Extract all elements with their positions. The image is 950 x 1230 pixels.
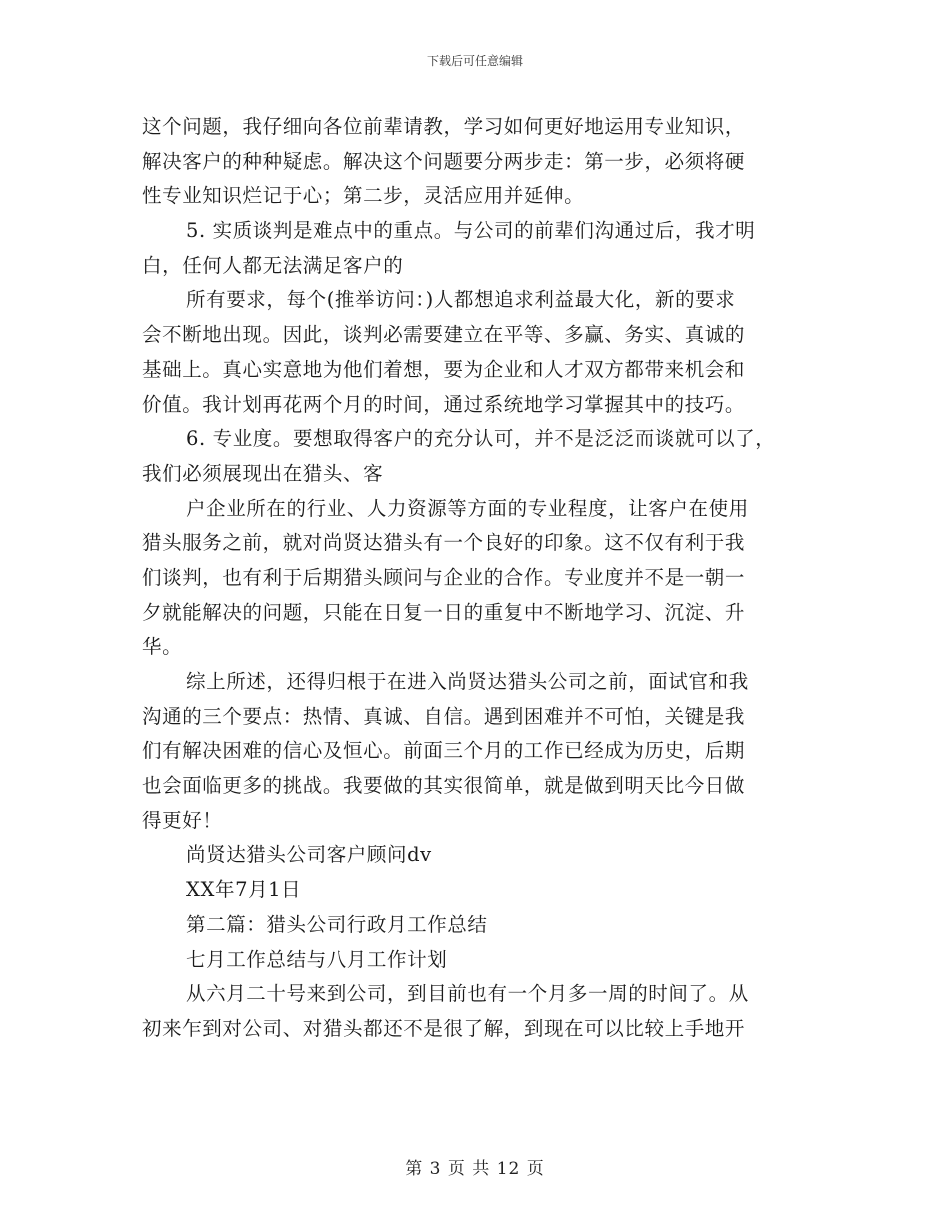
text-line: 沟通的三个要点：热情、真诚、自信。遇到困难并不可怕，关键是我 <box>142 704 746 728</box>
text-line: 从六月二十号来到公司，到目前也有一个月多一周的时间了。从 <box>186 982 749 1006</box>
page-header-note: 下载后可任意编辑 <box>426 54 523 68</box>
text-line: 猎头服务之前，就对尚贤达猎头有一个良好的印象。这不仅有利于我 <box>142 531 746 555</box>
text-line: 们有解决困难的信心及恒心。前面三个月的工作已经成为历史，后期 <box>142 739 746 763</box>
text-line: 也会面临更多的挑战。我要做的其实很简单，就是做到明天比今日做 <box>142 774 746 798</box>
text-line: 所有要求，每个(推举访问：)人都想追求利益最大化，新的要求 <box>186 288 736 312</box>
text-line: 综上所述，还得归根于在进入尚贤达猎头公司之前，面试官和我 <box>186 670 749 693</box>
date-line: XX年7月1日 <box>186 878 302 902</box>
page-number: 第 3 页 共 12 页 <box>405 1159 545 1179</box>
text-line: 初来乍到对公司、对猎头都还不是很了解，到现在可以比较上手地开 <box>142 1016 746 1040</box>
text-line: 我们必须展现出在猎头、客 <box>142 461 384 485</box>
text-line: 价值。我计划再花两个月的时间，通过系统地学习掌握其中的技巧。 <box>142 392 746 416</box>
text-line: 这个问题，我仔细向各位前辈请教，学习如何更好地运用专业知识， <box>142 115 746 138</box>
document-body <box>142 110 822 1047</box>
text-line: 6. 专业度。要想取得客户的充分认可，并不是泛泛而谈就可以了， <box>186 427 776 451</box>
text-line: 性专业知识烂记于心；第二步，灵活应用并延伸。 <box>142 184 585 208</box>
section-title: 第二篇：猎头公司行政月工作总结 <box>186 912 488 936</box>
text-line: 会不断地出现。因此，谈判必需要建立在平等、多赢、务实、真诚的 <box>142 323 746 347</box>
text-line: 们谈判，也有利于后期猎头顾问与企业的合作。专业度并不是一朝一 <box>142 565 746 589</box>
text-line: 得更好！ <box>142 808 223 832</box>
text-line: 户企业所在的行业、人力资源等方面的专业程度，让客户在使用 <box>186 496 749 520</box>
text-line: 夕就能解决的问题，只能在日复一日的重复中不断地学习、沉淀、升 <box>142 600 746 624</box>
text-line: 华。 <box>142 635 183 659</box>
text-line: 白，任何人都无法满足客户的 <box>142 253 404 277</box>
text-line: 5. 实质谈判是难点中的重点。与公司的前辈们沟通过后，我才明 <box>186 219 756 243</box>
section-subtitle: 七月工作总结与八月工作计划 <box>186 947 448 971</box>
signature-line: 尚贤达猎头公司客户顾问dv <box>186 843 432 867</box>
text-line: 基础上。真心实意地为他们着想，要为企业和人才双方都带来机会和 <box>142 357 746 381</box>
text-line: 解决客户的种种疑虑。解决这个问题要分两步走：第一步，必须将硬 <box>142 149 746 173</box>
